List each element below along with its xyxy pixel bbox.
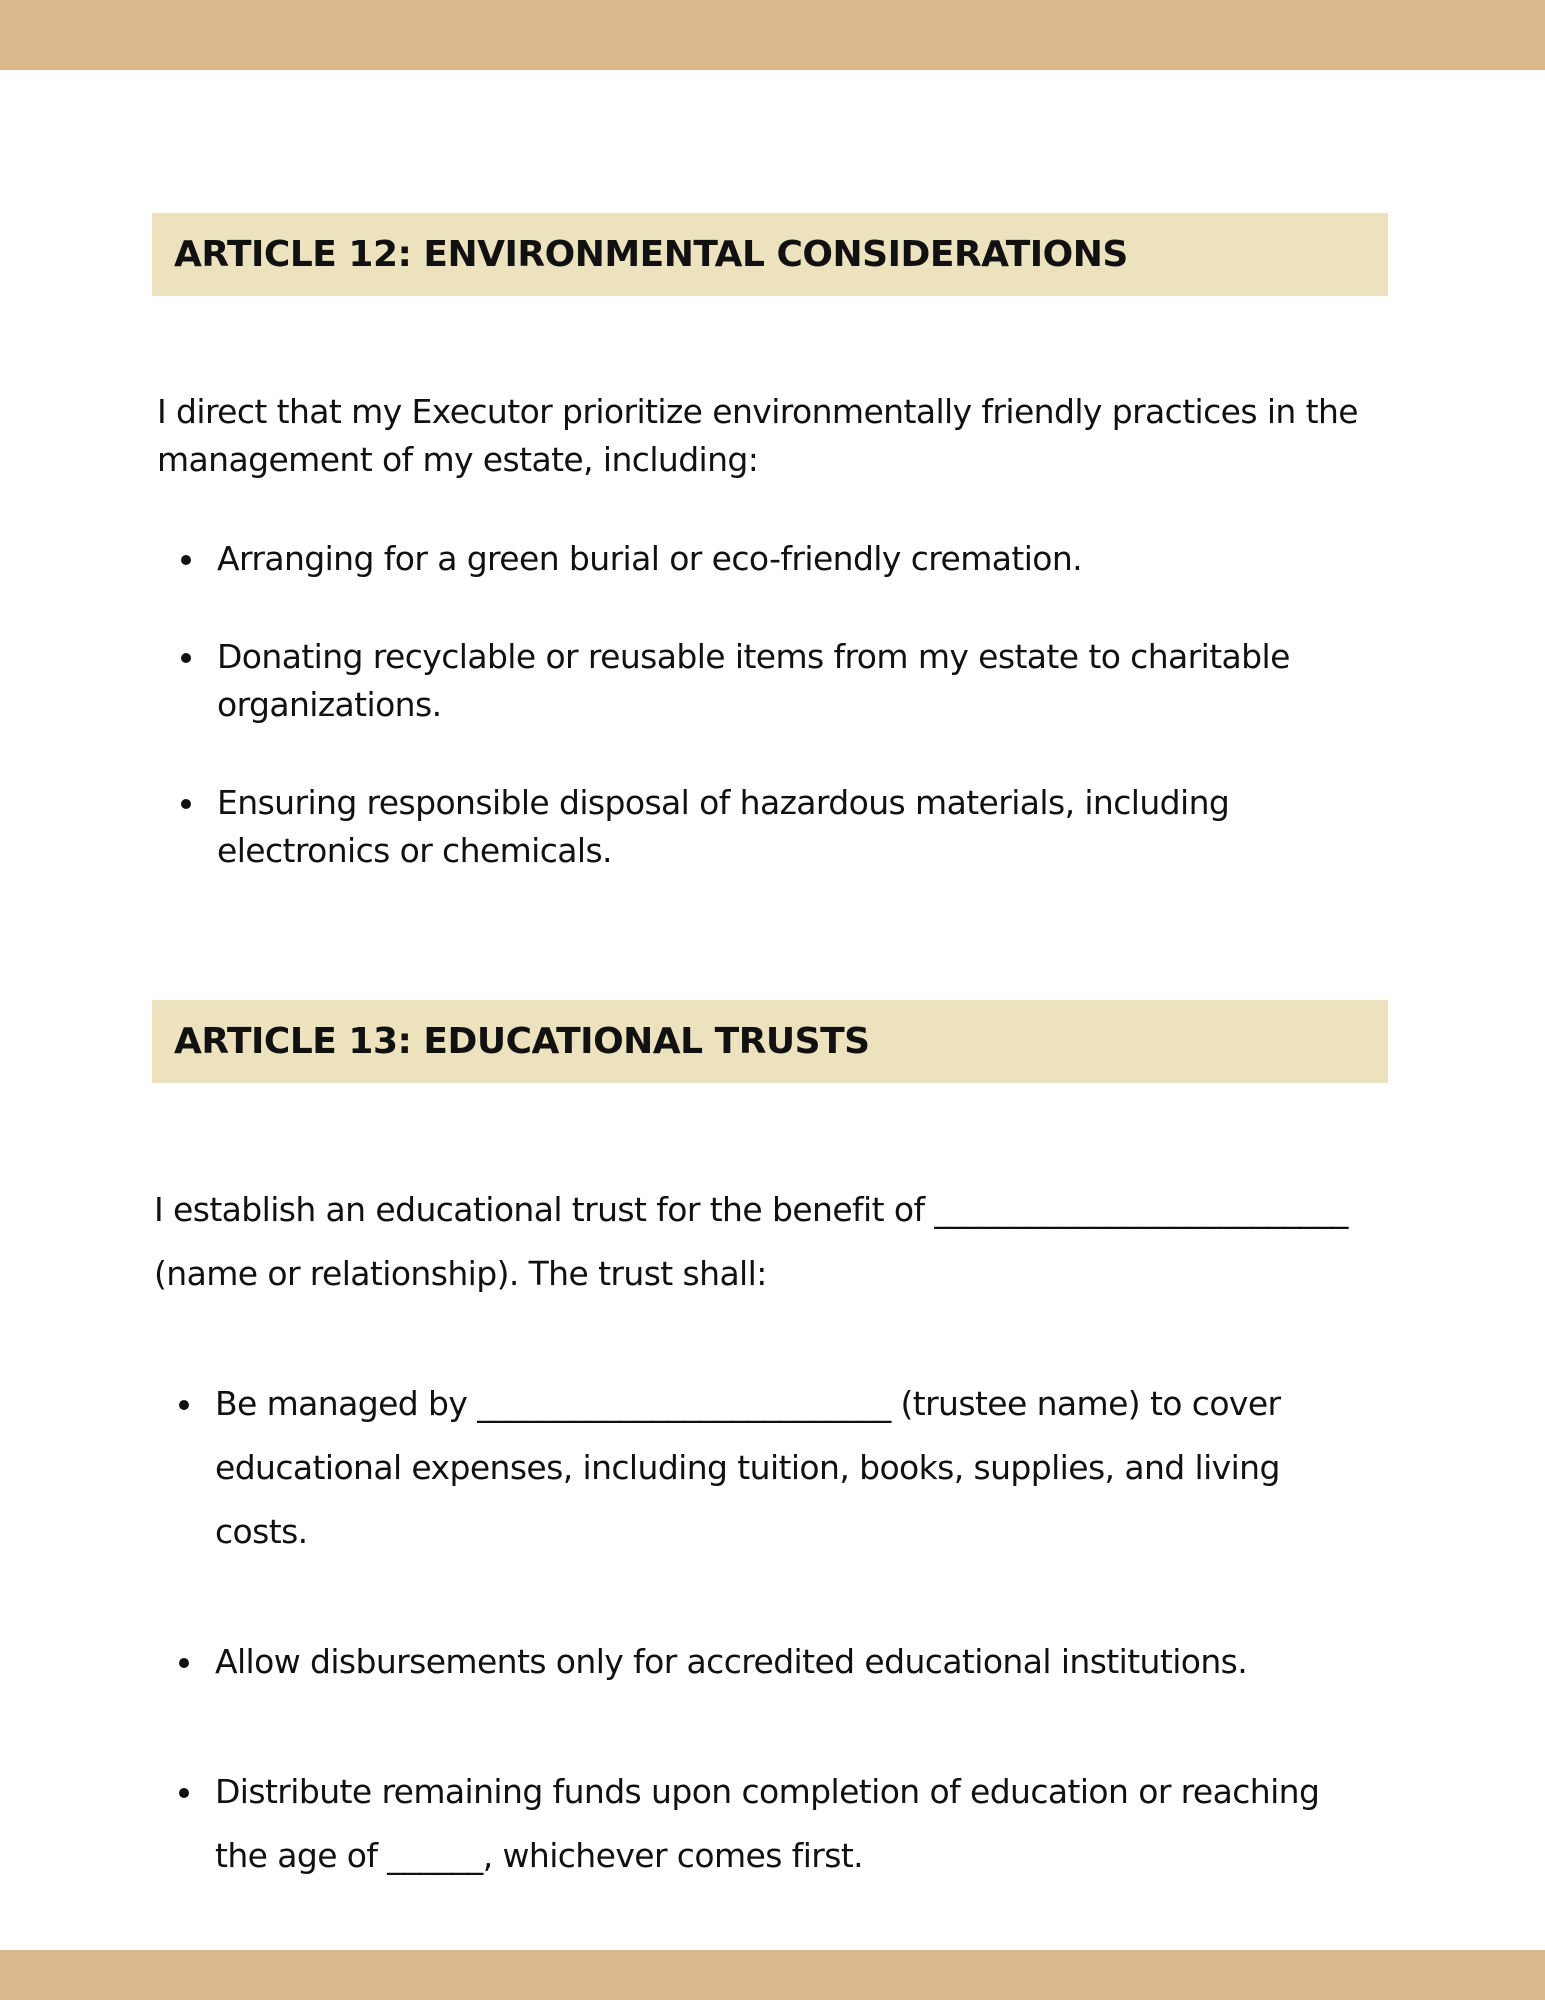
list-item-text: Distribute remaining funds upon completion of education or reaching the age of ______, whichever comes first. xyxy=(215,1772,1320,1875)
article-13-list xyxy=(155,1372,1365,1888)
article-12-title: ARTICLE 12: ENVIRONMENTAL CONSIDERATIONS xyxy=(174,234,1128,275)
bullet-icon xyxy=(179,1400,189,1410)
top-decorative-band xyxy=(0,0,1545,70)
article-12-intro: I direct that my Executor prioritize environmentally friendly practices in the management of my estate, including: xyxy=(157,392,1358,479)
list-item xyxy=(155,1372,1365,1564)
bottom-decorative-band xyxy=(0,1950,1545,2000)
article-13-title: ARTICLE 13: EDUCATIONAL TRUSTS xyxy=(174,1021,870,1062)
list-item-text: Allow disbursements only for accredited educational institutions. xyxy=(215,1642,1248,1681)
article-12-header xyxy=(152,213,1388,296)
list-item-text: Arranging for a green burial or eco-friendly cremation. xyxy=(217,539,1083,578)
list-item xyxy=(157,535,1357,583)
list-item xyxy=(155,1760,1365,1888)
list-item xyxy=(157,779,1357,875)
bullet-icon xyxy=(179,1788,189,1798)
article-13-header xyxy=(152,1000,1388,1083)
bullet-icon xyxy=(179,1658,189,1668)
article-13-intro: I establish an educational trust for the benefit of __________________________ (name or relationship). The trust shall: xyxy=(154,1190,1348,1293)
list-item-text: Donating recyclable or reusable items from my estate to charitable organizations. xyxy=(217,637,1290,724)
bullet-icon xyxy=(181,653,191,663)
list-item-text: Ensuring responsible disposal of hazardous materials, including electronics or chemicals. xyxy=(217,783,1230,870)
bullet-icon xyxy=(181,555,191,565)
bullet-icon xyxy=(181,799,191,809)
list-item xyxy=(155,1630,1365,1694)
list-item xyxy=(157,633,1357,729)
list-item-text: Be managed by __________________________ (trustee name) to cover educational expenses, including tuition, books, supplies, and living costs. xyxy=(215,1384,1281,1551)
article-12-list xyxy=(157,535,1357,925)
